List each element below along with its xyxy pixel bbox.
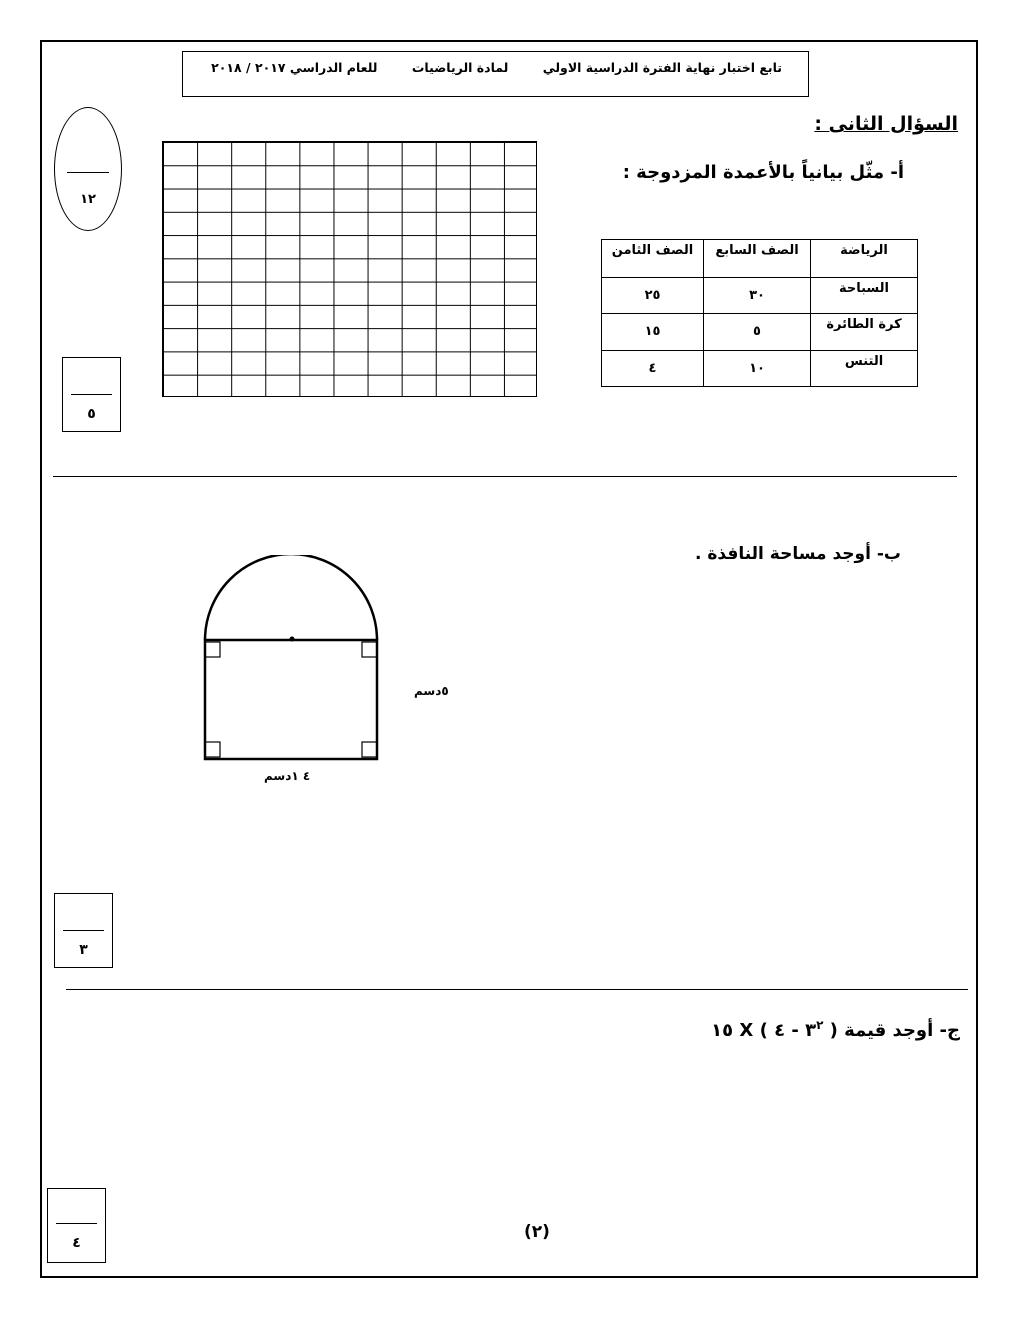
table-cell: السباحة [811,278,918,314]
table-cell: كرة الطائرة [811,314,918,350]
part-a-score: ٥ [87,406,96,422]
part-b-score: ٣ [79,942,88,958]
table-cell: ٢٥ [602,278,704,314]
window-figure [195,555,390,770]
part-c-score-box [47,1188,106,1263]
table-row [602,278,918,314]
right-angle-mark [205,642,220,657]
total-score: ١٢ [80,192,96,207]
table-cell: ١٥ [602,314,704,350]
right-angle-mark [362,642,377,657]
semicircle-top [205,555,377,640]
table-header: الصف الثامن [602,240,704,278]
width-label: ٤ ١دسم [264,769,311,783]
header-subject: لمادة الرياضيات [411,60,509,75]
score-line [63,930,104,931]
header-title: تابع اختبار نهاية الفترة الدراسية الاولي [542,60,782,75]
question-title: السؤال الثانى : [814,113,958,135]
graph-grid[interactable] [162,141,537,397]
header-year: للعام الدراسي ٢٠١٧ / ٢٠١٨ [211,60,378,75]
height-label: ٥دسم [414,684,449,698]
part-a-score-box [62,357,121,432]
part-c-text: ج- أوجد قيمة ( ٣ [805,1020,960,1041]
score-line [71,394,112,395]
part-b-prompt: ب- أوجد مساحة النافذة . [694,544,901,564]
table-cell: التنس [811,350,918,386]
right-angle-mark [205,742,220,757]
table-cell: ١٠ [704,350,811,386]
center-point [290,637,295,642]
score-line [56,1223,97,1224]
table-header: الصف السابع [704,240,811,278]
part-c-rest: - ٤ ) X ١٥ [711,1020,806,1041]
table-row [602,350,918,386]
score-line [67,172,109,173]
part-c-prompt [711,1018,960,1041]
part-c-score: ٤ [72,1235,81,1251]
exponent: ٢ [816,1018,824,1032]
table-cell: ٤ [602,350,704,386]
exam-header [182,51,809,97]
header-text [181,60,782,75]
window-rectangle [205,640,377,759]
table-header-row [602,240,918,278]
section-divider [53,476,957,477]
page-number: (٢) [524,1222,550,1242]
section-divider [66,989,968,990]
table-row [602,314,918,350]
total-score-oval [54,107,122,231]
part-b-score-box [54,893,113,968]
table-cell: ٥ [704,314,811,350]
sports-table [601,239,918,387]
part-a-prompt: أ- مثّل بيانياً بالأعمدة المزدوجة : [622,162,904,183]
table-cell: ٣٠ [704,278,811,314]
right-angle-mark [362,742,377,757]
table-header: الرياضة [811,240,918,278]
